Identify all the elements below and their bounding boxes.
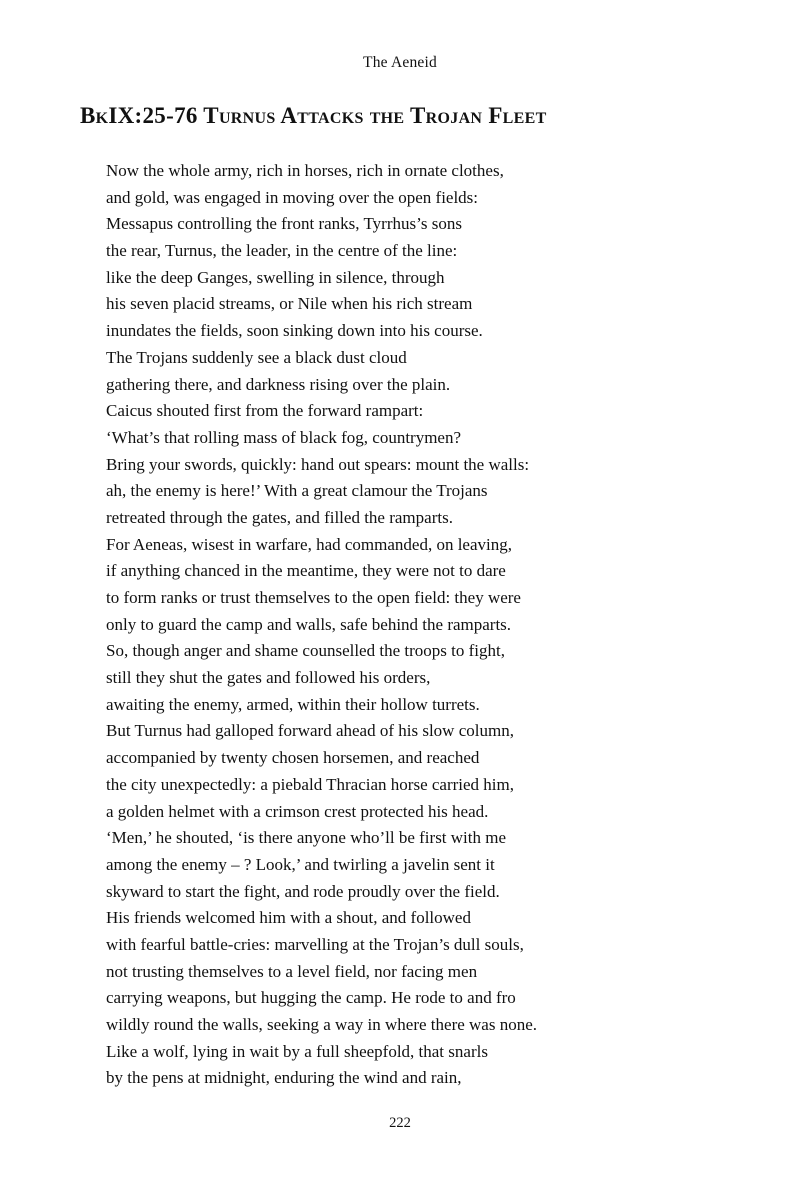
verse-line: to form ranks or trust themselves to the open field: they were [106, 588, 521, 607]
verse-line: gathering there, and darkness rising over the plain. [106, 374, 451, 394]
verse-line: with fearful battle-cries: marvelling at the Trojan’s dull souls, [106, 934, 524, 954]
verse-line: The Trojans suddenly see a black dust cloud [106, 347, 407, 367]
verse-line: wildly round the walls, seeking a way in where there was none. [106, 1015, 538, 1034]
verse-line: among the enemy – ? Look,’ and twirling a javelin sent it [106, 854, 495, 874]
verse-line: Now the whole army, rich in horses, rich in ornate clothes, [106, 161, 504, 180]
verse-line: Like a wolf, lying in wait by a full sheepfold, that snarls [106, 1041, 488, 1061]
verse-line: ‘Men,’ he shouted, ‘is there anyone who’ll be first with me [106, 828, 507, 848]
verse-line: retreated through the gates, and filled the ramparts. [106, 507, 453, 527]
page-number: 222 [389, 1115, 411, 1131]
verse-line: and gold, was engaged in moving over the open fields: [106, 187, 479, 207]
verse-line: carrying weapons, but hugging the camp. He rode to and fro [106, 988, 516, 1008]
verse-line: So, though anger and shame counselled the troops to fight, [106, 641, 505, 661]
verse-line: ah, the enemy is here!’ With a great clamour the Trojans [106, 481, 488, 501]
running-head: The Aeneid [363, 54, 437, 71]
verse-line: For Aeneas, wisest in warfare, had commanded, on leaving, [106, 534, 512, 554]
verse-line: But Turnus had galloped forward ahead of his slow column, [106, 721, 514, 741]
verse-line: by the pens at midnight, enduring the wind and rain, [106, 1068, 462, 1088]
chapter-title: BkIX:25-76 Turnus Attacks the Trojan Fleet [80, 103, 547, 128]
verse-line: Messapus controlling the front ranks, Tyrrhus’s sons [106, 214, 462, 234]
verse-line: a golden helmet with a crimson crest protected his head. [106, 801, 489, 821]
verse-line: Bring your swords, quickly: hand out spears: mount the walls: [106, 454, 530, 474]
verse-line: like the deep Ganges, swelling in silence, through [106, 267, 445, 287]
verse-line: ‘What’s that rolling mass of black fog, countrymen? [106, 427, 462, 447]
verse-line: accompanied by twenty chosen horsemen, and reached [106, 748, 480, 768]
verse-line: the city unexpectedly: a piebald Thracian horse carried him, [106, 774, 514, 794]
verse-line: his seven placid streams, or Nile when his rich stream [106, 294, 473, 314]
poem-text [106, 158, 706, 1092]
verse-line: only to guard the camp and walls, safe behind the ramparts. [106, 614, 512, 634]
verse-line: not trusting themselves to a level field, nor facing men [106, 961, 478, 981]
verse-line: Caicus shouted first from the forward rampart: [106, 401, 424, 421]
verse-line: skyward to start the fight, and rode proudly over the field. [106, 881, 500, 901]
verse-line: if anything chanced in the meantime, they were not to dare [106, 561, 506, 581]
verse-line: His friends welcomed him with a shout, and followed [106, 908, 471, 928]
verse-line: the rear, Turnus, the leader, in the centre of the line: [106, 241, 458, 261]
verse-line: still they shut the gates and followed his orders, [106, 668, 431, 688]
verse-line: awaiting the enemy, armed, within their hollow turrets. [106, 694, 480, 714]
verse-line: inundates the fields, soon sinking down into his course. [106, 321, 483, 341]
